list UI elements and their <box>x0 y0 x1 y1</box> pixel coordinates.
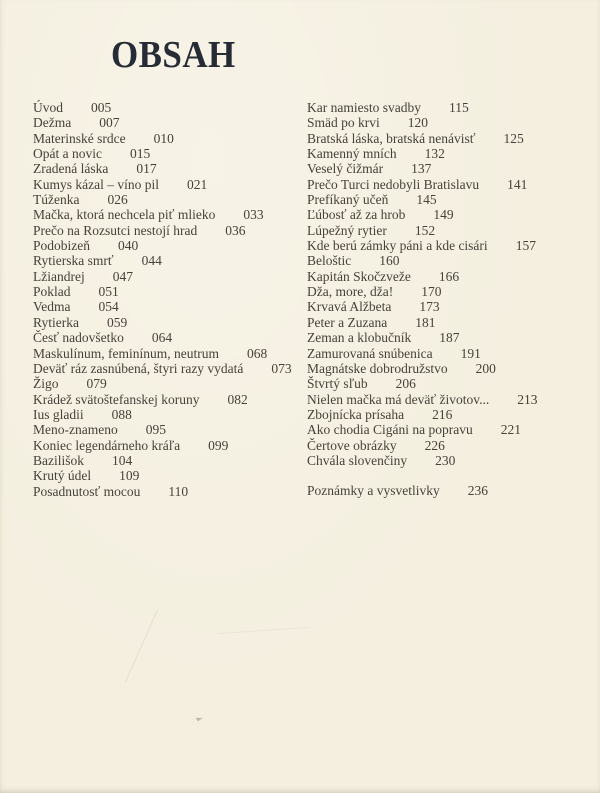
toc-entry-title: Krutý údel <box>33 468 92 484</box>
toc-entry <box>33 207 301 222</box>
toc-entry-title: Zbojnícka prísaha <box>307 406 405 422</box>
toc-entry-title: Magnátske dobrodružstvo <box>307 360 448 376</box>
toc-entry-title: Opát a novic <box>33 146 102 162</box>
toc-entry-title: Kapitán Skočzveže <box>307 268 411 284</box>
toc-entry <box>307 407 582 422</box>
toc-entry <box>33 376 301 391</box>
toc-entry <box>33 422 301 437</box>
toc-entry <box>307 146 582 161</box>
toc-entry <box>33 223 301 238</box>
toc-entry <box>307 253 582 268</box>
toc-entry-page: 059 <box>106 314 128 330</box>
toc-entry <box>307 161 582 176</box>
toc-entry <box>33 438 301 453</box>
toc-entry <box>307 422 582 437</box>
toc-entry-title: Česť nadovšetko <box>33 330 124 346</box>
toc-entry-page: 152 <box>414 222 436 238</box>
column-gap-spacer <box>307 468 582 483</box>
toc-entry-page: 160 <box>379 253 400 269</box>
toc-entry-title: Bazilišok <box>33 452 84 468</box>
toc-entry-title: Bratská láska, bratská nenávisť <box>307 130 476 146</box>
toc-entry-title: Peter a Zuzana <box>307 314 388 330</box>
toc-entry-title: Podobizeň <box>33 238 90 254</box>
paper-scratch <box>196 716 204 721</box>
toc-entry-title: Deväť ráz zasnúbená, štyri razy vydatá <box>33 360 244 376</box>
toc-notes-section <box>307 468 582 499</box>
toc-entry <box>33 407 301 422</box>
toc-entry-page: 095 <box>145 422 166 438</box>
toc-entry-page: 068 <box>246 345 268 361</box>
toc-entry <box>307 269 582 284</box>
toc-entry-title: Kde berú zámky páni a kde cisári <box>307 238 488 254</box>
toc-entry-page: 166 <box>438 268 460 284</box>
toc-entry-title: Meno-znameno <box>33 422 118 438</box>
toc-entry <box>307 392 582 407</box>
toc-entry-title: Zamurovaná snúbenica <box>307 345 433 361</box>
toc-entry-page: 145 <box>416 192 437 208</box>
toc-entry-page: 125 <box>503 130 524 146</box>
toc-entry <box>307 238 582 253</box>
page-title: OBSAH <box>111 34 236 76</box>
toc-entry-title: Kamenný mních <box>307 146 397 162</box>
toc-entry-page: 021 <box>186 176 208 192</box>
toc-entry-title: Lžiandrej <box>33 268 85 284</box>
toc-column-right <box>307 100 582 468</box>
toc-entry <box>307 346 582 361</box>
paper-scratch <box>125 609 158 682</box>
toc-entry-page: 213 <box>517 391 538 407</box>
toc-entry-page: 132 <box>424 146 445 162</box>
toc-entry-page: 040 <box>118 238 139 254</box>
toc-entry <box>307 361 582 376</box>
toc-entry-page: 005 <box>91 100 112 115</box>
toc-entry <box>307 192 582 207</box>
toc-entry-page: 088 <box>111 406 132 422</box>
toc-entry-page: 110 <box>168 483 189 499</box>
toc-entry <box>33 253 301 268</box>
toc-entry-title: Prečo na Rozsutci nestojí hrad <box>33 222 198 238</box>
toc-entry-title: Dežma <box>33 115 72 131</box>
toc-entry-page: 236 <box>467 483 488 499</box>
toc-entry-title: Krádež svätoštefanskej koruny <box>33 391 200 407</box>
toc-entry <box>33 146 301 161</box>
toc-entry-title: Krvavá Alžbeta <box>307 299 392 315</box>
toc-entry-title: Poznámky a vysvetlivky <box>307 483 440 499</box>
toc-entry-title: Zradená láska <box>33 161 109 177</box>
toc-entry <box>33 192 301 207</box>
toc-entry-title: Rytierska smrť <box>33 253 114 269</box>
toc-entry <box>33 131 301 146</box>
toc-entry-page: 073 <box>271 360 292 376</box>
toc-entry-page: 033 <box>243 207 264 223</box>
toc-entry-title: Kumys kázal – víno pil <box>33 176 159 192</box>
toc-entry-title: Veselý čižmár <box>307 161 384 177</box>
toc-entry-title: Ľúbosť až za hrob <box>307 207 406 223</box>
toc-entry-title: Žigo <box>33 376 59 392</box>
toc-entry-title: Smäd po krvi <box>307 115 380 131</box>
toc-entry <box>33 484 301 499</box>
toc-entry <box>33 468 301 483</box>
toc-entry <box>33 346 301 361</box>
toc-entry-title: Rytierka <box>33 314 79 330</box>
toc-entry-page: 230 <box>435 452 456 468</box>
toc-entry <box>33 330 301 345</box>
toc-entry <box>307 177 582 192</box>
toc-entry-page: 104 <box>112 452 133 468</box>
toc-entry <box>307 315 582 330</box>
toc-entry-title: Túženka <box>33 192 80 208</box>
toc-entry-title: Materinské srdce <box>33 130 126 146</box>
toc-entry-page: 137 <box>411 161 432 177</box>
toc-entry <box>307 330 582 345</box>
toc-entry <box>307 438 582 453</box>
toc-entry <box>33 284 301 299</box>
toc-entry-page: 157 <box>515 238 536 254</box>
toc-entry <box>33 177 301 192</box>
toc-entry-page: 149 <box>433 207 454 223</box>
toc-entry <box>307 376 582 391</box>
toc-entry-title: Chvála slovenčiny <box>307 452 408 468</box>
toc-entry-page: 099 <box>208 437 229 453</box>
toc-entry-page: 191 <box>460 345 481 361</box>
toc-entry <box>307 299 582 314</box>
toc-entry-title: Mačka, ktorá nechcela piť mlieko <box>33 207 216 223</box>
toc-entry <box>307 453 582 468</box>
toc-entry-page: 120 <box>407 115 428 131</box>
toc-entry <box>33 453 301 468</box>
toc-entry-page: 015 <box>129 146 151 162</box>
toc-entry-page: 181 <box>415 314 436 330</box>
toc-entry-title: Nielen mačka má deväť životov... <box>307 391 490 407</box>
toc-entry <box>307 115 582 130</box>
toc-entry <box>33 392 301 407</box>
toc-entry-title: Ius gladii <box>33 406 84 422</box>
toc-entry <box>33 315 301 330</box>
toc-entry <box>33 115 301 130</box>
toc-entry <box>307 100 582 115</box>
toc-entry-page: 079 <box>86 376 107 392</box>
paper-scratch <box>218 627 308 634</box>
toc-entry <box>33 269 301 284</box>
toc-entry-page: 026 <box>107 192 128 208</box>
toc-entry-title: Dža, more, dža! <box>307 284 394 300</box>
toc-entry-title: Prefíkaný učeň <box>307 192 389 208</box>
toc-entry-page: 007 <box>99 115 120 131</box>
toc-entry <box>33 361 301 376</box>
toc-entry-page: 115 <box>448 100 469 115</box>
toc-entry-title: Zeman a klobučník <box>307 330 412 346</box>
toc-entry-page: 170 <box>421 284 442 300</box>
toc-entry <box>33 161 301 176</box>
toc-entry <box>33 238 301 253</box>
toc-entry <box>307 207 582 222</box>
toc-entry-notes <box>307 483 582 498</box>
toc-entry-page: 173 <box>419 299 440 315</box>
toc-entry-page: 036 <box>225 222 246 238</box>
toc-entry-page: 054 <box>98 299 119 315</box>
toc-column-left <box>33 100 301 499</box>
toc-entry-page: 221 <box>500 422 521 438</box>
toc-entry-title: Beloštic <box>307 253 352 269</box>
toc-entry-page: 109 <box>119 468 140 484</box>
toc-entry-page: 044 <box>141 253 162 269</box>
toc-entry-page: 200 <box>475 360 496 376</box>
toc-entry-page: 017 <box>136 161 157 177</box>
toc-entry-title: Štvrtý sľub <box>307 376 368 392</box>
toc-entry-title: Posadnutosť mocou <box>33 483 141 499</box>
toc-entry-page: 141 <box>507 176 528 192</box>
toc-entry-title: Kar namiesto svadby <box>307 100 421 115</box>
toc-entry-title: Ako chodia Cigáni na popravu <box>307 422 473 438</box>
toc-entry-title: Maskulínum, feminínum, neutrum <box>33 345 219 361</box>
toc-entry-title: Úvod <box>33 100 63 115</box>
toc-entry-title: Koniec legendárneho kráľa <box>33 437 181 453</box>
toc-entry-title: Lúpežný rytier <box>307 222 387 238</box>
toc-entry <box>33 100 301 115</box>
toc-entry <box>307 284 582 299</box>
toc-entry <box>307 131 582 146</box>
toc-entry-page: 216 <box>432 406 453 422</box>
toc-entry-page: 064 <box>151 330 173 346</box>
toc-entry <box>307 223 582 238</box>
toc-entry <box>33 299 301 314</box>
toc-entry-title: Čertove obrázky <box>307 437 397 453</box>
toc-entry-page: 051 <box>98 284 119 300</box>
toc-entry-page: 226 <box>424 437 445 453</box>
toc-entry-page: 206 <box>395 376 416 392</box>
toc-entry-page: 082 <box>227 391 248 407</box>
toc-entry-page: 010 <box>153 130 174 146</box>
toc-entry-title: Vedma <box>33 299 71 315</box>
toc-entry-page: 187 <box>439 330 460 346</box>
toc-entry-page: 047 <box>112 268 133 284</box>
toc-entry-title: Prečo Turci nedobyli Bratislavu <box>307 176 480 192</box>
toc-entry-title: Poklad <box>33 284 71 300</box>
